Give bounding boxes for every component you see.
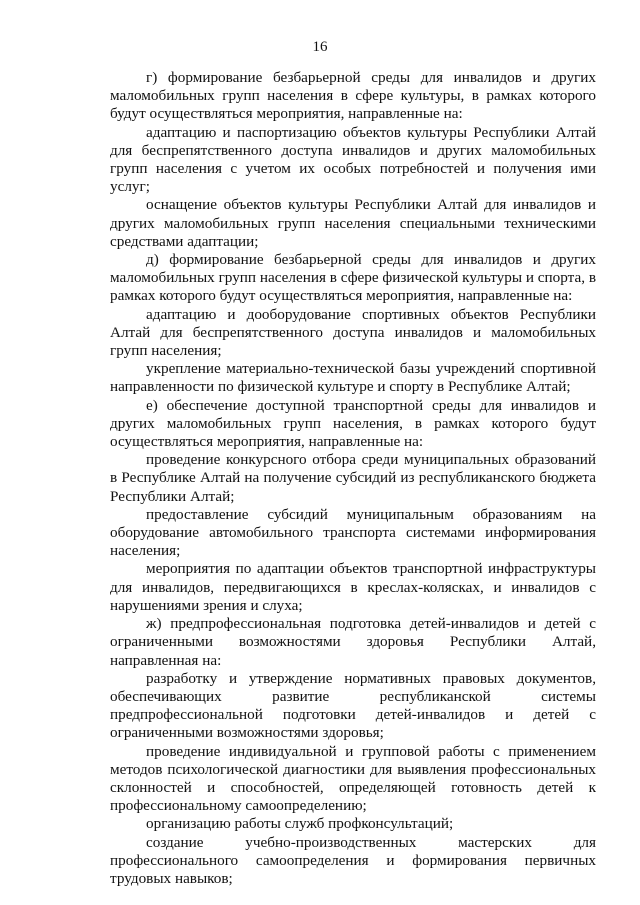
paragraph-sport-base: укрепление материально-технической базы учреждений спортивной направленности по физической культуре и спорту в Республике Алтай; xyxy=(110,360,596,396)
paragraph-zh-preprofessional: ж) предпрофессиональная подготовка детей-инвалидов и детей с ограниченными возможностями здоровья Республики Алтай, направленная на: xyxy=(110,615,596,669)
document-body xyxy=(110,69,596,888)
paragraph-transport-infrastructure: мероприятия по адаптации объектов транспортной инфраструктуры для инвалидов, передвигающихся в креслах-колясках, и инвалидов с нарушениями зрения и слуха; xyxy=(110,560,596,614)
paragraph-d-sport: д) формирование безбарьерной среды для инвалидов и других маломобильных групп населения в сфере физической культуры и спорта, в рамках которого будут осуществляться мероприятия, направленные на: xyxy=(110,251,596,305)
paragraph-transport-subsidies: предоставление субсидий муниципальным образованиям на оборудование автомобильного транспорта системами информирования населения; xyxy=(110,505,596,560)
paragraph-g-culture: г) формирование безбарьерной среды для инвалидов и других маломобильных групп населения в сфере культуры, в рамках которого будут осуществляться мероприятия, направленные на: xyxy=(110,69,596,123)
paragraph-culture-equipment: оснащение объектов культуры Республики Алтай для инвалидов и других маломобильных групп населения специальными техническими средствами адаптации; xyxy=(110,196,596,250)
paragraph-culture-adaptation: адаптацию и паспортизацию объектов культуры Республики Алтай для беспрепятственного доступа инвалидов и других маломобильных групп населения с учетом их особых потребностей и получения ими услуг; xyxy=(110,123,596,196)
paragraph-consultation-services: организацию работы служб профконсультаций; xyxy=(146,815,454,833)
paragraph-psychological-work: проведение индивидуальной и групповой работы с применением методов психологической диагностики для выявления профессиональных склонностей и способностей, определяющей готовность детей к профессиональному самоопределению; xyxy=(110,742,596,815)
paragraph-e-transport: е) обеспечение доступной транспортной среды для инвалидов и других маломобильных групп населения, в рамках которого будут осуществляться мероприятия, направленные на: xyxy=(110,396,596,451)
paragraph-sport-adaptation: адаптацию и дооборудование спортивных объектов Республики Алтай для беспрепятственного доступа инвалидов и маломобильных групп населения; xyxy=(110,305,596,360)
paragraph-workshops: создание учебно-производственных мастерских для профессионального самоопределения и формирования первичных трудовых навыков; xyxy=(110,833,596,887)
page-number: 16 xyxy=(312,39,328,55)
paragraph-normative-documents: разработку и утверждение нормативных правовых документов, обеспечивающих развитие республиканской системы предпрофессиональной подготовки детей-инвалидов и детей с ограниченными возможностями здоровья; xyxy=(110,669,596,742)
paragraph-transport-selection: проведение конкурсного отбора среди муниципальных образований в Республике Алтай на получение субсидий из республиканского бюджета Республики Алтай; xyxy=(110,451,596,505)
